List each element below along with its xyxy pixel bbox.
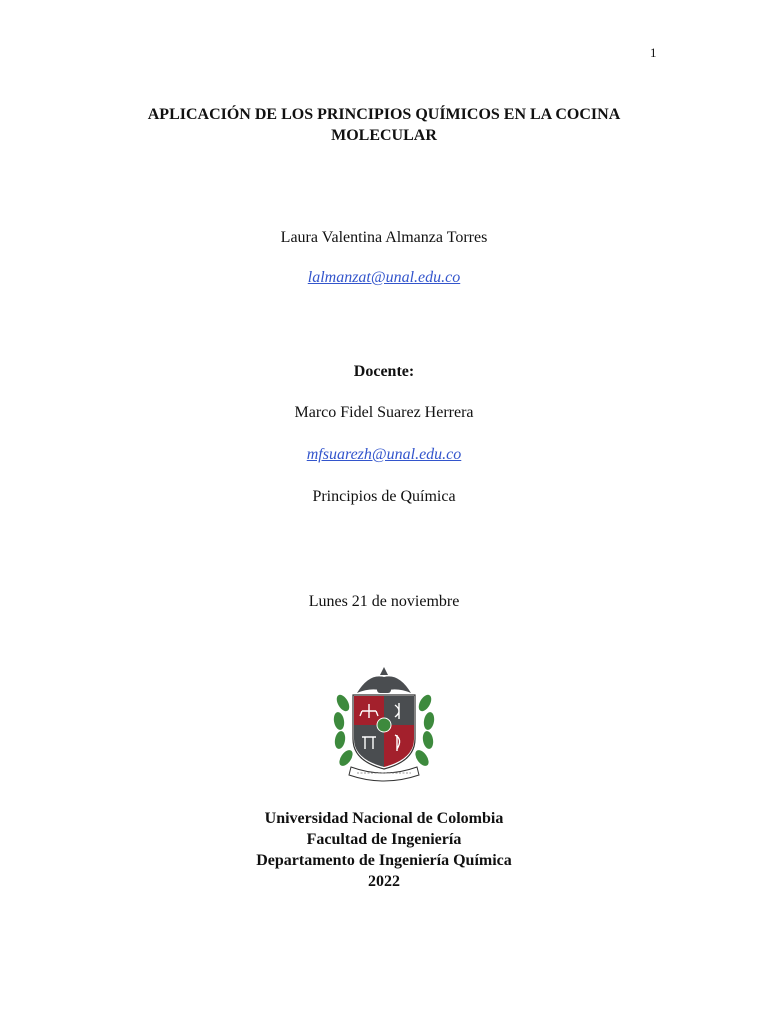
author-email-row [0, 269, 768, 287]
institution-block [0, 808, 768, 892]
teacher-email-row [0, 446, 768, 464]
page-number: 1 [650, 45, 657, 60]
faculty-name: Facultad de Ingeniería [306, 831, 462, 848]
university-crest-icon [333, 663, 435, 789]
department-name: Departamento de Ingeniería Química [256, 852, 512, 869]
teacher-email-link[interactable]: mfsuarezh@unal.edu.co [306, 446, 462, 463]
document-title [0, 104, 768, 146]
year: 2022 [368, 873, 400, 890]
title-line-1: APLICACIÓN DE LOS PRINCIPIOS QUÍMICOS EN LA COCINA [147, 106, 621, 123]
submission-date: Lunes 21 de noviembre [308, 593, 460, 610]
course-name: Principios de Química [312, 488, 456, 505]
university-name: Universidad Nacional de Colombia [264, 810, 504, 827]
teacher-name: Marco Fidel Suarez Herrera [294, 404, 474, 421]
title-line-2: MOLECULAR [331, 127, 437, 144]
teacher-label: Docente: [353, 363, 415, 380]
author-name: Laura Valentina Almanza Torres [280, 229, 488, 246]
author-email-link[interactable]: lalmanzat@unal.edu.co [307, 269, 461, 286]
